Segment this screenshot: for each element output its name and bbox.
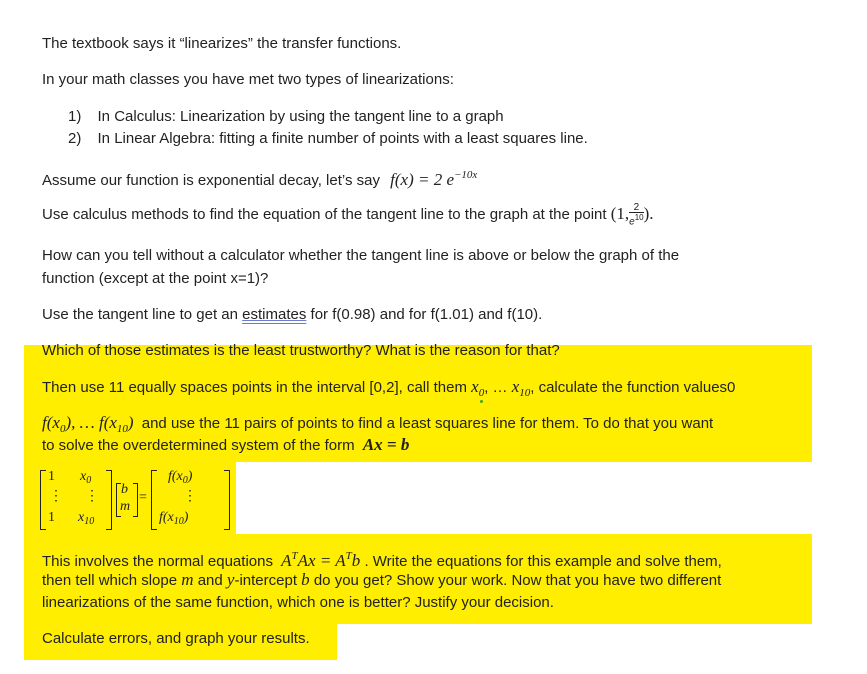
matrix-a31: 1: [48, 510, 55, 525]
normal-t1: T: [291, 550, 298, 562]
matrix-equation: [40, 466, 235, 532]
normal-post: . Write the equations for this example and solve them,: [364, 553, 722, 570]
rhs-f-x10: $f(x_{10})$: [159, 510, 189, 527]
slope-mid: and: [197, 572, 223, 589]
matrix-a-bracket-right: [106, 470, 112, 530]
denominator-exponent: 10: [634, 213, 644, 223]
denominator-base: e: [629, 216, 635, 228]
ellipsis: , …: [484, 379, 512, 396]
slope-post: do you get? Show your work. Now that you have two different: [313, 572, 722, 589]
normal-ax: Ax = A: [297, 551, 346, 570]
normal-b: b: [351, 551, 361, 570]
list-item: [68, 128, 588, 150]
matrix-dots-1: ⋮: [49, 489, 63, 504]
x10-sub: 10: [519, 387, 531, 399]
point-open: (1,: [610, 204, 630, 223]
assume-text: Assume our function is exponential decay, let’s say: [42, 172, 380, 189]
function-exponent: −10x: [454, 169, 478, 181]
slope-b: b: [301, 570, 310, 589]
paragraph-linearizations: linearizations of the same function, which one is better? Justify your decision.: [42, 594, 554, 611]
list-text: In Linear Algebra: fitting a finite number of points with a least squares line.: [97, 130, 588, 147]
paragraph-how-line1: How can you tell without a calculator whether the tangent line is above or below the graph of the: [42, 247, 680, 264]
calc-text: Use calculus methods to find the equation of the tangent line to the graph at the point: [42, 206, 607, 223]
slope-pre: then tell which slope: [42, 572, 178, 589]
overdet-text: to solve the overdetermined system of the form: [42, 437, 355, 454]
list-item: [68, 106, 504, 128]
paragraph-calculus: [42, 203, 654, 227]
then-pre: Then use 11 equally spaces points in the interval [0,2], call them: [42, 379, 467, 396]
fx10-sub: 10: [116, 423, 128, 435]
fraction-numerator: 2: [629, 203, 643, 213]
point-fraction: [629, 203, 643, 226]
paragraph-then: [42, 376, 735, 404]
rhs-bracket-right: [224, 470, 230, 530]
normal-pre: This involves the normal equations: [42, 553, 273, 570]
x10-var: x: [511, 377, 520, 396]
paragraph-overdetermined: [42, 434, 409, 457]
paragraph-how-line2: function (except at the point x=1)?: [42, 270, 269, 287]
list-text: In Calculus: Linearization by using the tangent line to a graph: [97, 108, 504, 125]
point-close: ).: [643, 204, 654, 223]
list-number: 2): [68, 130, 82, 147]
use-tangent-post: for f(0.98) and for f(1.01) and f(10).: [310, 306, 543, 323]
vector-m: m: [120, 499, 131, 514]
vector-bracket-right: [133, 483, 138, 517]
paragraph-fx: $f(x_0)$, … $f(x_{10})$ and use the 11 pairs of points to find a least squares line for them. To do that you want: [42, 413, 714, 435]
normal-t2: T: [345, 550, 352, 562]
then-post: , calculate the function values0: [530, 379, 736, 396]
fx-text: and use the 11 pairs of points to find a least squares line for them. To do that you want: [141, 415, 714, 432]
use-tangent-pre: Use the tangent line to get an: [42, 306, 238, 323]
rhs-dots: ⋮: [183, 489, 197, 504]
fraction-denominator: [629, 213, 643, 226]
paragraph-which: Which of those estimates is the least trustworthy? What is the reason for that?: [42, 342, 560, 359]
rhs-bracket-left: [151, 470, 157, 530]
paragraph-calculate-errors: Calculate errors, and graph your results.: [42, 630, 310, 647]
slope-mid2: -intercept: [234, 572, 297, 589]
rhs-f-x0: $f(x_0)$: [168, 469, 193, 486]
fx10: f(x: [98, 413, 117, 432]
paragraph-slope: [42, 569, 721, 592]
list-number: 1): [68, 108, 82, 125]
matrix-a-bracket-left: [40, 470, 46, 530]
matrix-dots-2: ⋮: [85, 489, 99, 504]
fx0-sub: 0: [59, 423, 66, 435]
matrix-a11: 1: [48, 469, 55, 484]
x0-sub: 0: [478, 387, 485, 399]
paragraph-use-tangent: [42, 304, 542, 326]
paragraph-assume: [42, 164, 477, 192]
normal-a: A: [281, 551, 292, 570]
slope-y: y: [226, 570, 235, 589]
green-dot: [480, 400, 483, 403]
matrix-a12: $x_0$: [80, 469, 92, 486]
paragraph-textbook: The textbook says it “linearizes” the transfer functions.: [42, 35, 402, 52]
overdet-equation: Ax = b: [362, 435, 410, 454]
matrix-a32: $x_{10}$: [78, 510, 95, 527]
slope-m: m: [181, 570, 194, 589]
paragraph-math-classes: In your math classes you have met two types of linearizations:: [42, 71, 454, 88]
x0-var: x: [471, 377, 479, 396]
vector-b: b: [121, 482, 128, 497]
function-equation: f(x) = 2 e: [390, 170, 454, 189]
estimates-word: estimates: [242, 306, 307, 323]
equals-sign: =: [139, 490, 147, 505]
fx0: f(x: [42, 413, 60, 432]
